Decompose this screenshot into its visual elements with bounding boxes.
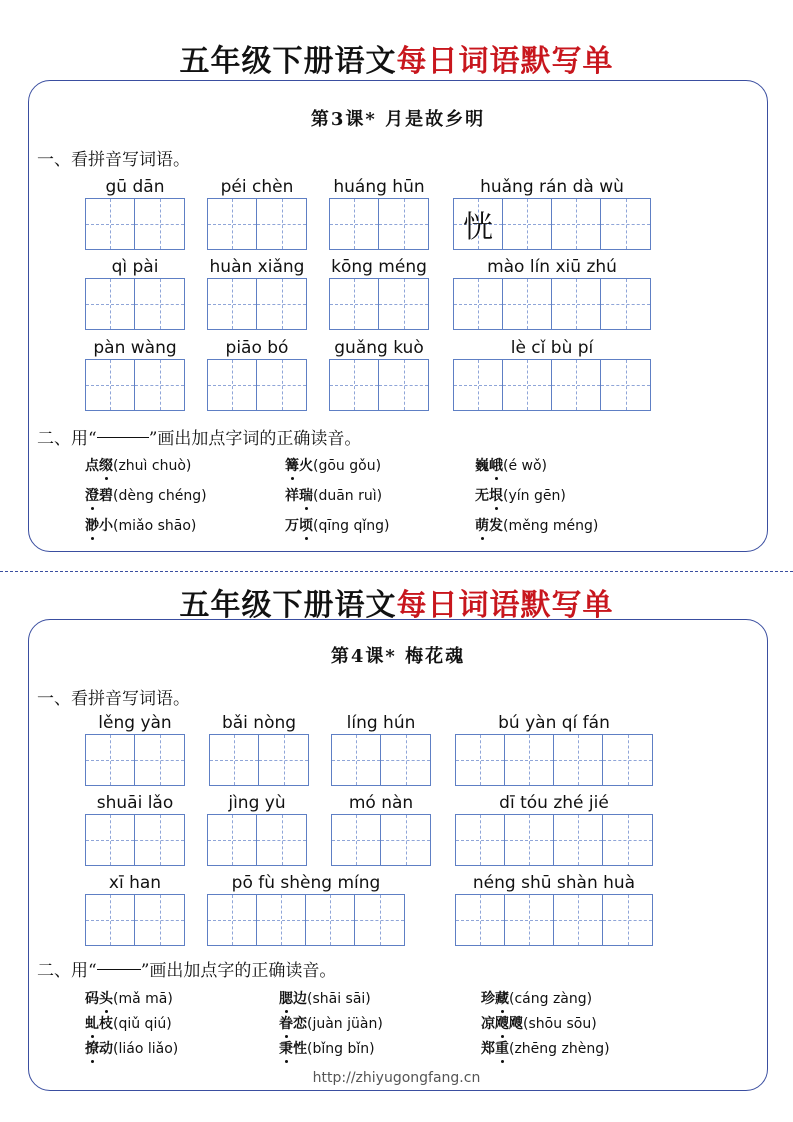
writing-cell[interactable] [503, 360, 552, 410]
writing-cell[interactable] [257, 360, 306, 410]
pron-item[interactable] [285, 515, 389, 535]
pron-options[interactable]: (yín gēn) [503, 488, 566, 504]
writing-boxes[interactable] [455, 814, 653, 866]
pron-options[interactable]: (é wǒ) [503, 458, 548, 474]
pron-item[interactable] [85, 455, 191, 475]
pinyin: bǎi nòng [221, 713, 297, 733]
pron-item[interactable] [481, 988, 592, 1008]
writing-cell[interactable] [332, 735, 381, 785]
section2-prefix: 二、用“ [37, 961, 97, 981]
dotted-char: 瑞 [299, 485, 313, 505]
writing-cell[interactable] [330, 360, 379, 410]
page2-row-3 [29, 872, 767, 947]
underline-sample [97, 969, 141, 970]
writing-cell[interactable] [86, 199, 135, 249]
dotted-char: 顷 [299, 515, 313, 535]
writing-boxes[interactable] [453, 198, 651, 250]
pron-options[interactable]: (shōu sōu) [523, 1016, 597, 1032]
pron-item[interactable] [85, 515, 196, 535]
page1-card [28, 80, 768, 552]
pron-options[interactable]: (qiǔ qiú) [113, 1016, 172, 1032]
writing-boxes[interactable] [85, 359, 185, 411]
writing-boxes[interactable] [207, 814, 307, 866]
section2-prefix: 二、用“ [37, 429, 97, 449]
pron-char: 小 [99, 518, 113, 534]
writing-cell[interactable] [86, 895, 135, 945]
writing-cell[interactable] [355, 895, 404, 945]
writing-boxes[interactable] [207, 894, 405, 946]
writing-boxes[interactable] [453, 278, 651, 330]
writing-cell[interactable] [503, 199, 552, 249]
writing-boxes[interactable] [455, 894, 653, 946]
writing-cell[interactable] [601, 199, 650, 249]
writing-boxes[interactable] [331, 734, 431, 786]
pron-item[interactable] [279, 1013, 383, 1033]
section2-suffix: ”画出加点字的正确读音。 [140, 961, 337, 981]
dotted-char: 峨 [489, 455, 503, 475]
pinyin: péi chèn [220, 177, 294, 197]
page1-title-main: 五年级下册语文 [179, 44, 397, 79]
pinyin: líng hún [346, 713, 416, 733]
pron-options[interactable]: (bǐng bǐn) [307, 1041, 375, 1057]
pinyin: pàn wàng [93, 338, 177, 358]
writing-cell[interactable] [208, 199, 257, 249]
pron-item[interactable] [85, 1013, 172, 1033]
writing-cell[interactable] [257, 895, 306, 945]
writing-cell[interactable] [552, 199, 601, 249]
pinyin: bú yàn qí fán [498, 713, 610, 733]
pron-options[interactable]: (juàn jüàn) [307, 1016, 383, 1032]
writing-cell[interactable] [86, 279, 135, 329]
pron-item[interactable] [481, 1038, 610, 1058]
pinyin: guǎng kuò [334, 338, 424, 358]
filled-character: 恍 [463, 210, 493, 245]
writing-cell[interactable] [554, 895, 603, 945]
writing-cell[interactable] [210, 735, 259, 785]
dotted-char: 飕 [495, 1013, 509, 1033]
writing-cell[interactable] [257, 279, 306, 329]
dotted-char: 虬 [85, 1013, 99, 1033]
pron-options[interactable]: (shāi sāi) [307, 991, 371, 1007]
pron-item[interactable] [85, 1038, 178, 1058]
dotted-char: 萌 [475, 515, 489, 535]
pron-char: 性 [293, 1041, 307, 1057]
pron-char: 祥 [285, 488, 299, 504]
writing-boxes[interactable] [85, 894, 185, 946]
writing-cell[interactable] [208, 279, 257, 329]
pron-options[interactable]: (qīng qǐng) [313, 518, 390, 534]
dotted-char: 渺 [85, 515, 99, 535]
writing-cell[interactable] [505, 735, 554, 785]
writing-cell[interactable] [332, 815, 381, 865]
pron-char: 无 [475, 488, 489, 504]
page2-lesson-title: 第4课* 梅花魂 [330, 646, 466, 667]
pron-options[interactable]: (měng méng) [503, 518, 599, 534]
writing-cell[interactable] [381, 735, 430, 785]
writing-cell[interactable] [454, 360, 503, 410]
writing-cell[interactable] [330, 279, 379, 329]
pron-item[interactable] [475, 515, 598, 535]
pron-char: 点 [85, 458, 99, 474]
writing-cell[interactable] [554, 735, 603, 785]
pron-item[interactable] [85, 988, 173, 1008]
dotted-char: 重 [495, 1038, 509, 1058]
writing-boxes[interactable] [455, 734, 653, 786]
writing-cell[interactable] [379, 279, 428, 329]
underline-sample [97, 437, 149, 438]
pron-options[interactable]: (duān ruì) [313, 488, 383, 504]
page-divider [0, 571, 793, 572]
pinyin: huáng hūn [333, 177, 425, 197]
writing-cell[interactable] [135, 815, 184, 865]
writing-boxes[interactable] [329, 278, 429, 330]
writing-cell[interactable] [135, 735, 184, 785]
pron-char: 万 [285, 518, 299, 534]
pron-options[interactable]: (liáo liǎo) [113, 1041, 179, 1057]
pinyin: mào lín xiū zhú [487, 257, 617, 277]
dotted-char: 眷 [279, 1013, 293, 1033]
writing-cell[interactable] [381, 815, 430, 865]
page2-row-1 [29, 712, 767, 787]
pron-char: 凉 [481, 1016, 495, 1032]
pron-char: 动 [99, 1041, 113, 1057]
writing-cell[interactable] [601, 279, 650, 329]
pron-item[interactable] [481, 1013, 597, 1033]
pinyin: qì pài [111, 257, 159, 277]
pron-char: 郑 [481, 1041, 495, 1057]
page1-section2-heading [37, 424, 361, 449]
pinyin: xī han [108, 873, 162, 893]
pron-options[interactable]: (cáng zàng) [509, 991, 593, 1007]
pinyin: mó nàn [348, 793, 414, 813]
writing-cell[interactable] [257, 815, 306, 865]
pron-char: 碧 [99, 488, 113, 504]
dotted-char: 垠 [489, 485, 503, 505]
page1-row-1 [29, 176, 767, 251]
writing-boxes[interactable] [207, 359, 307, 411]
writing-cell[interactable] [603, 735, 652, 785]
pron-item[interactable] [285, 485, 382, 505]
pron-char: 边 [293, 991, 307, 1007]
writing-cell[interactable] [456, 895, 505, 945]
writing-cell[interactable] [135, 895, 184, 945]
pron-item[interactable] [475, 455, 547, 475]
writing-cell[interactable] [603, 895, 652, 945]
page1-section1-heading: 一、看拼音写词语。 [37, 150, 190, 170]
writing-cell[interactable] [552, 360, 601, 410]
writing-cell[interactable] [379, 199, 428, 249]
pron-char: 码 [85, 991, 99, 1007]
writing-boxes[interactable] [85, 278, 185, 330]
writing-boxes[interactable] [207, 198, 307, 250]
pron-options[interactable]: (mǎ mā) [113, 991, 173, 1007]
writing-cell[interactable] [554, 815, 603, 865]
dotted-char: 腮 [279, 988, 293, 1008]
pinyin: jìng yù [228, 793, 286, 813]
pinyin: pō fù shèng míng [231, 873, 381, 893]
page1-title [0, 36, 793, 80]
writing-cell[interactable] [454, 279, 503, 329]
writing-cell[interactable] [86, 360, 135, 410]
writing-cell[interactable] [306, 895, 355, 945]
section2-suffix: ”画出加点字词的正确读音。 [148, 429, 362, 449]
writing-boxes[interactable] [329, 198, 429, 250]
page1-lesson-title: 第3课* 月是故乡明 [310, 109, 486, 130]
pinyin: kōng méng [331, 257, 427, 277]
dotted-char: 撩 [85, 1038, 99, 1058]
writing-boxes[interactable] [85, 198, 185, 250]
pinyin: néng shū shàn huà [472, 873, 636, 893]
footer-url[interactable]: http://zhiyugongfang.cn [312, 1070, 481, 1086]
pron-char: 飕 [509, 1016, 523, 1032]
page2-title-main: 五年级下册语文 [179, 588, 397, 623]
pron-char: 恋 [293, 1016, 307, 1032]
page2-title-highlight: 每日词语默写单 [396, 588, 614, 623]
dotted-char: 秉 [279, 1038, 293, 1058]
writing-boxes[interactable] [329, 359, 429, 411]
writing-cell[interactable] [208, 895, 257, 945]
pron-options[interactable]: (zhēng zhèng) [509, 1041, 610, 1057]
page2-card [28, 619, 768, 1091]
pinyin: dī tóu zhé jié [499, 793, 609, 813]
dotted-char: 篝 [285, 455, 299, 475]
pron-item[interactable] [279, 1038, 375, 1058]
writing-cell[interactable] [208, 815, 257, 865]
writing-boxes[interactable] [209, 734, 309, 786]
pron-item[interactable] [475, 485, 566, 505]
pron-item[interactable] [285, 455, 381, 475]
page2-title [0, 580, 793, 624]
writing-cell[interactable] [330, 199, 379, 249]
writing-cell[interactable] [503, 279, 552, 329]
writing-cell[interactable] [454, 199, 503, 249]
pron-item[interactable] [279, 988, 371, 1008]
pron-char: 火 [299, 458, 313, 474]
page1-row-3 [29, 337, 767, 412]
writing-boxes[interactable] [85, 734, 185, 786]
pinyin: huǎng rán dà wù [480, 177, 624, 197]
writing-cell[interactable] [456, 735, 505, 785]
pron-char: 枝 [99, 1016, 113, 1032]
pinyin: shuāi lǎo [96, 793, 174, 813]
writing-cell[interactable] [456, 815, 505, 865]
writing-boxes[interactable] [207, 278, 307, 330]
page1-row-2 [29, 256, 767, 331]
writing-cell[interactable] [379, 360, 428, 410]
writing-cell[interactable] [86, 815, 135, 865]
pinyin: huàn xiǎng [209, 257, 305, 277]
dotted-char: 缀 [99, 455, 113, 475]
page1-title-highlight: 每日词语默写单 [396, 44, 614, 79]
writing-cell[interactable] [208, 360, 257, 410]
dotted-char: 藏 [495, 988, 509, 1008]
writing-cell[interactable] [603, 815, 652, 865]
writing-boxes[interactable] [85, 814, 185, 866]
pron-char: 珍 [481, 991, 495, 1007]
pinyin: piāo bó [225, 338, 289, 358]
writing-boxes[interactable] [453, 359, 651, 411]
pron-char: 发 [489, 518, 503, 534]
writing-cell[interactable] [135, 360, 184, 410]
writing-cell[interactable] [86, 735, 135, 785]
writing-cell[interactable] [505, 815, 554, 865]
page2-section2-heading [37, 956, 336, 981]
pron-item[interactable] [85, 485, 207, 505]
writing-cell[interactable] [601, 360, 650, 410]
page2-section1-heading: 一、看拼音写词语。 [37, 689, 190, 709]
pinyin: lěng yàn [98, 713, 172, 733]
writing-cell[interactable] [135, 199, 184, 249]
writing-cell[interactable] [505, 895, 554, 945]
writing-cell[interactable] [552, 279, 601, 329]
dotted-char: 头 [99, 988, 113, 1008]
pron-options[interactable]: (gōu gǒu) [313, 458, 382, 474]
pinyin: lè cǐ bù pí [510, 338, 594, 358]
pron-options[interactable]: (zhuì chuò) [113, 458, 192, 474]
pinyin: gū dān [105, 177, 165, 197]
page2-row-2 [29, 792, 767, 867]
writing-cell[interactable] [259, 735, 308, 785]
writing-cell[interactable] [257, 199, 306, 249]
dotted-char: 澄 [85, 485, 99, 505]
pron-char: 巍 [475, 458, 489, 474]
writing-boxes[interactable] [331, 814, 431, 866]
pron-options[interactable]: (miǎo shāo) [113, 518, 197, 534]
pron-options[interactable]: (dèng chéng) [113, 488, 207, 504]
writing-cell[interactable] [135, 279, 184, 329]
